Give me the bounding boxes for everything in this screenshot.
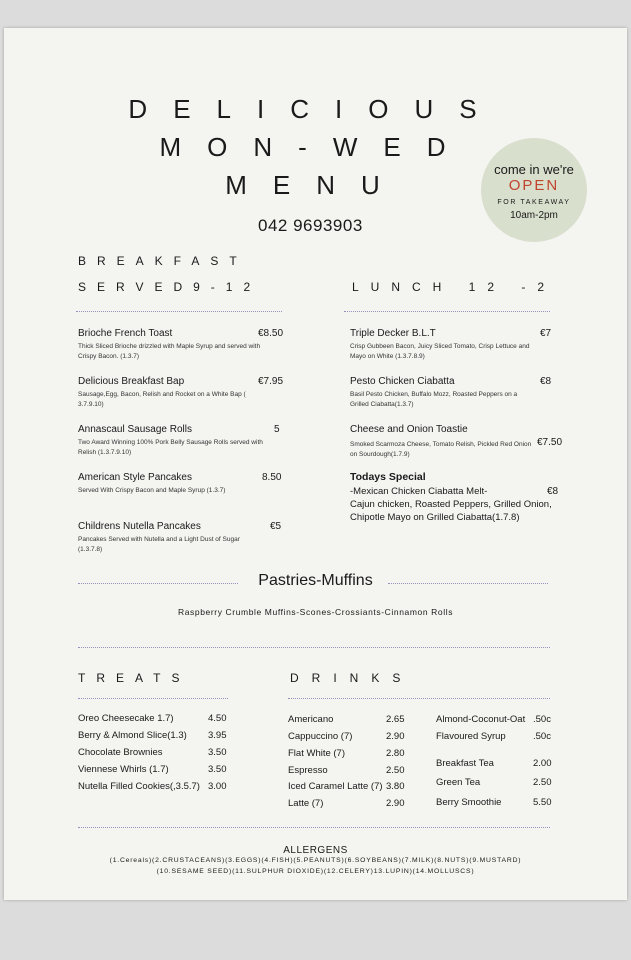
- drink-price: 2.80: [386, 748, 405, 759]
- divider: [78, 698, 228, 699]
- drink-name: Espresso: [288, 765, 328, 776]
- menu-item-name: Cheese and Onion Toastie: [350, 424, 468, 435]
- divider: [78, 647, 550, 648]
- menu-item-name: American Style Pancakes: [78, 472, 192, 483]
- treat-price: 3.50: [208, 747, 227, 758]
- divider: [76, 311, 282, 312]
- special-line-1: -Mexican Chicken Ciabatta Melt-: [350, 486, 488, 497]
- treats-heading: TREATS: [78, 671, 191, 685]
- drinks-heading: DRINKS: [290, 671, 414, 685]
- drink-price: 2.90: [386, 731, 405, 742]
- drink-name: Almond-Coconut-Oat: [436, 714, 526, 725]
- drink-name: Berry Smoothie: [436, 797, 502, 808]
- drink-name: Flavoured Syrup: [436, 731, 506, 742]
- special-heading: Todays Special: [350, 471, 426, 483]
- drink-name: Cappuccino (7): [288, 731, 353, 742]
- menu-item-desc: Crisp Gubbeen Bacon, Juicy Sliced Tomato, Crisp Lettuce and Mayo on White (1.3.7.8.9): [350, 343, 530, 360]
- drink-price: 2.50: [533, 777, 552, 788]
- treat-price: 3.50: [208, 764, 227, 775]
- drink-name: Breakfast Tea: [436, 758, 494, 769]
- drink-price: .50c: [533, 731, 551, 742]
- menu-item-price: 5: [274, 424, 280, 435]
- treat-price: 3.00: [208, 781, 227, 792]
- menu-item-name: Brioche French Toast: [78, 328, 173, 339]
- title-line-1: DELICIOUS: [128, 94, 503, 124]
- breakfast-heading: BREAKFAST: [78, 254, 248, 268]
- drink-name: Americano: [288, 714, 334, 725]
- menu-item-desc: Two Award Winning 100% Pork Belly Sausage Rolls served with Relish (1.3.7.9.10): [78, 439, 263, 456]
- badge-line-1: come in we're: [494, 162, 574, 177]
- badge-open: OPEN: [508, 177, 560, 194]
- drink-price: 3.80: [386, 781, 405, 792]
- menu-item-desc: Pancakes Served with Nutella and a Light Dust of Sugar (1.3.7.8): [78, 536, 240, 553]
- allergens-heading: ALLERGENS: [283, 845, 348, 856]
- menu-item-desc: Served With Crispy Bacon and Maple Syrup (1.3.7): [78, 487, 226, 494]
- breakfast-served: SERVED9-12: [78, 280, 262, 294]
- drink-price: 2.50: [386, 765, 405, 776]
- menu-item-name: Pesto Chicken Ciabatta: [350, 376, 455, 387]
- drink-name: Iced Caramel Latte (7): [288, 781, 383, 792]
- menu-item-desc: Basil Pesto Chicken, Buffalo Mozz, Roasted Peppers on a Grilled Ciabatta(1.3.7): [350, 391, 518, 408]
- divider: [78, 827, 550, 828]
- title-line-2: MON-WED: [159, 132, 472, 162]
- badge-hours: 10am-2pm: [510, 210, 558, 221]
- allergens-line-2: (10.SESAME SEED)(11.SULPHUR DIOXIDE)(12.CELERY)13.LUPIN)(14.MOLLUSCS): [156, 868, 475, 875]
- menu-item-desc: Thick Sliced Brioche drizzled with Maple Syrup and served with Crispy Bacon. (1.3.7): [78, 343, 261, 360]
- menu-item-price: €7: [540, 328, 552, 339]
- treat-name: Chocolate Brownies: [78, 747, 163, 758]
- menu-item-price: €8.50: [258, 328, 284, 339]
- drink-price: 5.50: [533, 797, 552, 808]
- pastries-list: Raspberry Crumble Muffins-Scones-Crossiants-Cinnamon Rolls: [177, 607, 454, 617]
- menu-item-name: Delicious Breakfast Bap: [78, 376, 185, 387]
- drink-name: Latte (7): [288, 798, 324, 809]
- special-price: €8: [547, 486, 559, 497]
- treat-name: Nutella Filled Cookies(,3.5.7): [78, 781, 200, 792]
- menu-item-price: €7.95: [258, 376, 284, 387]
- badge-takeaway: FOR TAKEAWAY: [497, 199, 571, 206]
- treat-price: 3.95: [208, 730, 227, 741]
- menu-item-price: 8.50: [262, 472, 282, 483]
- special-line-3: Chipotle Mayo on Grilled Ciabatta(1.7.8): [350, 512, 520, 523]
- pastries-heading: Pastries-Muffins: [258, 572, 373, 589]
- menu-item-price: €7.50: [537, 437, 563, 448]
- drink-price: 2.65: [386, 714, 405, 725]
- drink-price: 2.00: [533, 758, 552, 769]
- menu-item-price: €5: [270, 521, 282, 532]
- treat-name: Viennese Whirls (1.7): [78, 764, 169, 775]
- treat-name: Oreo Cheesecake 1.7): [78, 713, 174, 724]
- drink-name: Flat White (7): [288, 748, 346, 759]
- treat-name: Berry & Almond Slice(1.3): [78, 730, 187, 741]
- menu-item-price: €8: [540, 376, 552, 387]
- drink-name: Green Tea: [436, 777, 481, 788]
- special-line-2: Cajun chicken, Roasted Peppers, Grilled Onion,: [350, 499, 552, 510]
- title-line-3: MENU: [225, 170, 406, 200]
- divider: [288, 698, 550, 699]
- divider: [344, 311, 550, 312]
- open-badge: [481, 138, 587, 242]
- treat-price: 4.50: [208, 713, 227, 724]
- menu-item-name: Annascaul Sausage Rolls: [78, 424, 192, 435]
- phone-number: 042 9693903: [258, 216, 363, 235]
- menu-item-name: Triple Decker B.L.T: [350, 328, 436, 339]
- menu-item-desc: Smoked Scarmoza Cheese, Tomato Relish, Pickled Red Onion on Sourdough(1.7.9): [350, 441, 532, 458]
- menu-item-name: Childrens Nutella Pancakes: [78, 521, 201, 532]
- menu-item-desc: Sausage,Egg, Bacon, Relish and Rocket on a White Bap ( 3.7.9.10): [78, 391, 246, 408]
- drink-price: .50c: [533, 714, 551, 725]
- allergens-line-1: (1.Cereals)(2.CRUSTACEANS)(3.EGGS)(4.FISH)(5.PEANUTS)(6.SOYBEANS)(7.MILK)(8.NUTS)(9.MUSTARD): [109, 857, 522, 864]
- lunch-heading: LUNCH 12 -2: [352, 280, 557, 294]
- drink-price: 2.90: [386, 798, 405, 809]
